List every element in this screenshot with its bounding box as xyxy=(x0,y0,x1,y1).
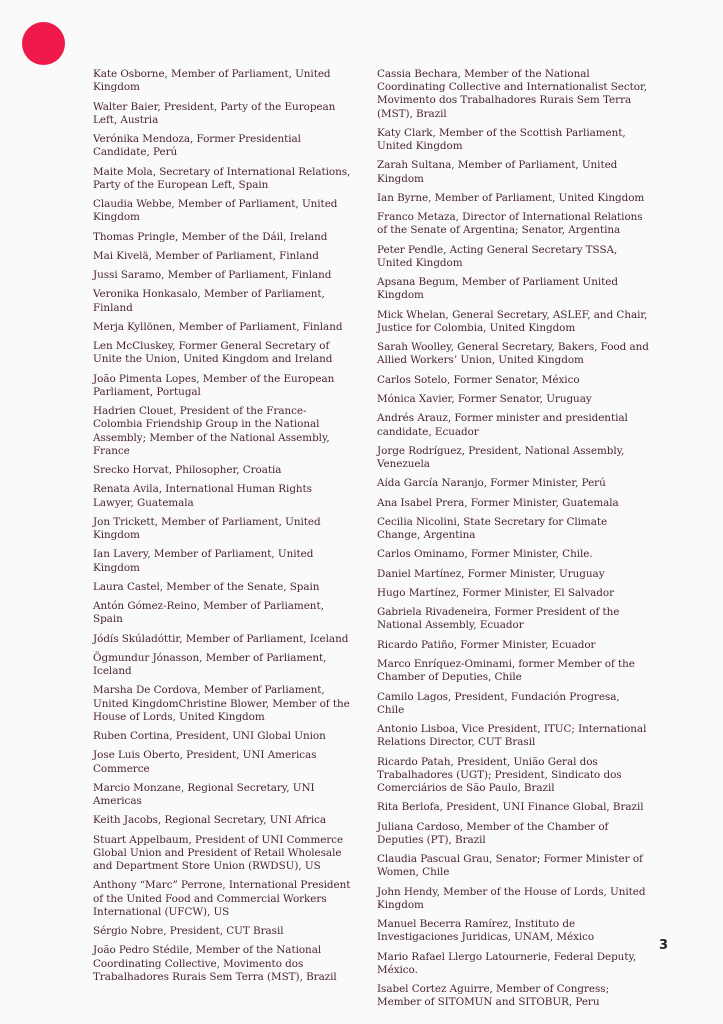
signatory-entry: Andrés Arauz, Former minister and presidential candidate, Ecuador xyxy=(377,412,628,438)
signatory-entry: Franco Metaza, Director of International Relations of the Senate of Argentina; Senator, Argentina xyxy=(377,211,643,237)
signatory-entry: Ricardo Patiño, Former Minister, Ecuador xyxy=(377,638,596,651)
page-number: 3 xyxy=(659,938,669,953)
signatory-entry: Mónica Xavier, Former Senator, Uruguay xyxy=(377,393,592,405)
signatory-entry: Anthony “Marc” Perrone, International President of the United Food and Commercial Workers International (UFCW), US xyxy=(93,879,351,918)
signatory-entry: Carlos Sotelo, Former Senator, México xyxy=(377,373,580,386)
signatory-entry: Apsana Begum, Member of Parliament United Kingdom xyxy=(377,276,618,302)
signatory-entry: John Hendy, Member of the House of Lords, United Kingdom xyxy=(377,885,646,911)
signatory-entry: Kate Osborne, Member of Parliament, United Kingdom xyxy=(93,68,331,94)
signatory-entry: Len McCluskey, Former General Secretary of Unite the Union, United Kingdom and Ireland xyxy=(93,340,333,366)
signatory-entry: Daniel Martínez, Former Minister, Uruguay xyxy=(377,567,605,580)
signatory-entry: Jorge Rodríguez, President, National Assembly, Venezuela xyxy=(377,444,625,470)
signatory-entry: João Pimenta Lopes, Member of the European Parliament, Portugal xyxy=(93,372,335,398)
signatory-entry: Antón Gómez-Reino, Member of Parliament, Spain xyxy=(93,600,324,626)
signatory-entry: Ögmundur Jónasson, Member of Parliament, Iceland xyxy=(93,651,327,678)
signatory-entry: Sérgio Nobre, President, CUT Brasil xyxy=(93,925,284,938)
signatory-entry: Jose Luis Oberto, President, UNI Americas Commerce xyxy=(93,749,317,775)
signatory-entry: Marsha De Cordova, Member of Parliament, United KingdomChristine Blower, Member of the House of Lords, United Kingdom xyxy=(93,684,350,723)
signatory-entry: Gabriela Rivadeneira, Former President of the National Assembly, Ecuador xyxy=(377,606,620,632)
signatory-entry: Walter Baier, President, Party of the European Left, Austria xyxy=(93,100,336,126)
signatory-entry: Thomas Pringle, Member of the Dáil, Ireland xyxy=(93,230,328,243)
signatory-entry: Jon Trickett, Member of Parliament, United Kingdom xyxy=(93,515,321,542)
signatory-entry: Marcio Monzane, Regional Secretary, UNI Americas xyxy=(93,781,315,808)
signatory-entry: Juliana Cardoso, Member of the Chamber of Deputies (PT), Brazil xyxy=(377,820,609,846)
signatory-entry: Mario Rafael Llergo Latournerie, Federal Deputy, México. xyxy=(377,950,637,976)
signatory-entry: Katy Clark, Member of the Scottish Parliament, United Kingdom xyxy=(377,126,626,153)
signatory-entry: Camilo Lagos, President, Fundación Progresa, Chile xyxy=(377,690,620,716)
signatory-entry: Rita Berlofa, President, UNI Finance Global, Brazil xyxy=(377,801,644,814)
logo-dot xyxy=(22,22,65,65)
signatory-entry: Renata Avila, International Human Rights Lawyer, Guatemala xyxy=(93,483,312,509)
signatory-entry: Srecko Horvat, Philosopher, Croatia xyxy=(93,464,282,477)
signatory-entry: Peter Pendle, Acting General Secretary TSSA, United Kingdom xyxy=(377,243,618,269)
signatories-left-column xyxy=(93,68,355,990)
signatory-entry: Jussi Saramo, Member of Parliament, Finland xyxy=(93,269,332,282)
signatory-entry: Veronika Honkasalo, Member of Parliament, Finland xyxy=(93,288,325,314)
signatories-right-column xyxy=(377,68,649,1016)
signatory-entry: Cassia Bechara, Member of the National Coordinating Collective and Internationalist Sector, Movimento dos Trabalhadores Rurais Sem Terra (MST), Brazil xyxy=(377,68,648,120)
signatory-entry: Sarah Woolley, General Secretary, Bakers, Food and Allied Workers’ Union, United Kingdom xyxy=(377,341,649,367)
signatory-entry: Hugo Martínez, Former Minister, El Salvador xyxy=(377,586,615,599)
signatory-entry: Stuart Appelbaum, President of UNI Commerce Global Union and President of Retail Wholesale and Department Store Union (RWDSU), US xyxy=(93,833,344,873)
signatory-entry: Isabel Cortez Aguirre, Member of Congress; Member of SITOMUN and SITOBUR, Peru xyxy=(377,983,610,1009)
signatory-entry: Ian Byrne, Member of Parliament, United Kingdom xyxy=(377,191,645,204)
signatory-entry: Antonio Lisboa, Vice President, ITUC; International Relations Director, CUT Brasil xyxy=(377,723,647,749)
signatory-entry: João Pedro Stédile, Member of the National Coordinating Collective, Movimento dos Trabalhadores Rurais Sem Terra (MST), Brazil xyxy=(93,944,337,983)
signatory-entry: Hadrien Clouet, President of the France-Colombia Friendship Group in the National Assembly; Member of the National Assembly, France xyxy=(93,405,330,457)
signatory-entry: Ian Lavery, Member of Parliament, United Kingdom xyxy=(93,548,314,574)
signatory-entry: Aída García Naranjo, Former Minister, Perú xyxy=(377,477,606,490)
signatory-entry: Maite Mola, Secretary of International Relations, Party of the European Left, Spain xyxy=(93,165,351,191)
signatory-entry: Mick Whelan, General Secretary, ASLEF, and Chair, Justice for Colombia, United Kingdom xyxy=(377,308,648,334)
signatory-entry: Verónika Mendoza, Former Presidential Candidate, Perú xyxy=(93,133,301,159)
signatory-entry: Claudia Webbe, Member of Parliament, United Kingdom xyxy=(93,198,338,224)
signatory-entry: Carlos Ominamo, Former Minister, Chile. xyxy=(377,548,593,561)
signatory-entry: Jódís Skúladóttir, Member of Parliament, Iceland xyxy=(93,632,349,645)
signatory-entry: Claudia Pascual Grau, Senator; Former Minister of Women, Chile xyxy=(377,853,643,879)
signatory-entry: Laura Castel, Member of the Senate, Spain xyxy=(93,580,320,593)
signatory-entry: Ruben Cortina, President, UNI Global Union xyxy=(93,730,326,743)
signatory-entry: Zarah Sultana, Member of Parliament, United Kingdom xyxy=(377,159,618,185)
signatory-entry: Mai Kivelä, Member of Parliament, Finland xyxy=(93,249,319,262)
signatory-entry: Ana Isabel Prera, Former Minister, Guatemala xyxy=(377,496,619,509)
signatory-entry: Ricardo Patah, President, União Geral dos Trabalhadores (UGT); President, Sindicato dos Comerciários de São Paulo, Brazil xyxy=(377,755,622,794)
signatory-entry: Merja Kyllönen, Member of Parliament, Finland xyxy=(93,320,343,333)
signatory-entry: Keith Jacobs, Regional Secretary, UNI Africa xyxy=(93,814,327,827)
signatory-entry: Marco Enríquez-Ominami, former Member of the Chamber of Deputies, Chile xyxy=(377,658,635,684)
signatory-entry: Cecilia Nicolini, State Secretary for Climate Change, Argentina xyxy=(377,515,608,542)
signatory-entry: Manuel Becerra Ramírez, Instituto de Investigaciones Juridicas, UNAM, México xyxy=(377,918,595,944)
